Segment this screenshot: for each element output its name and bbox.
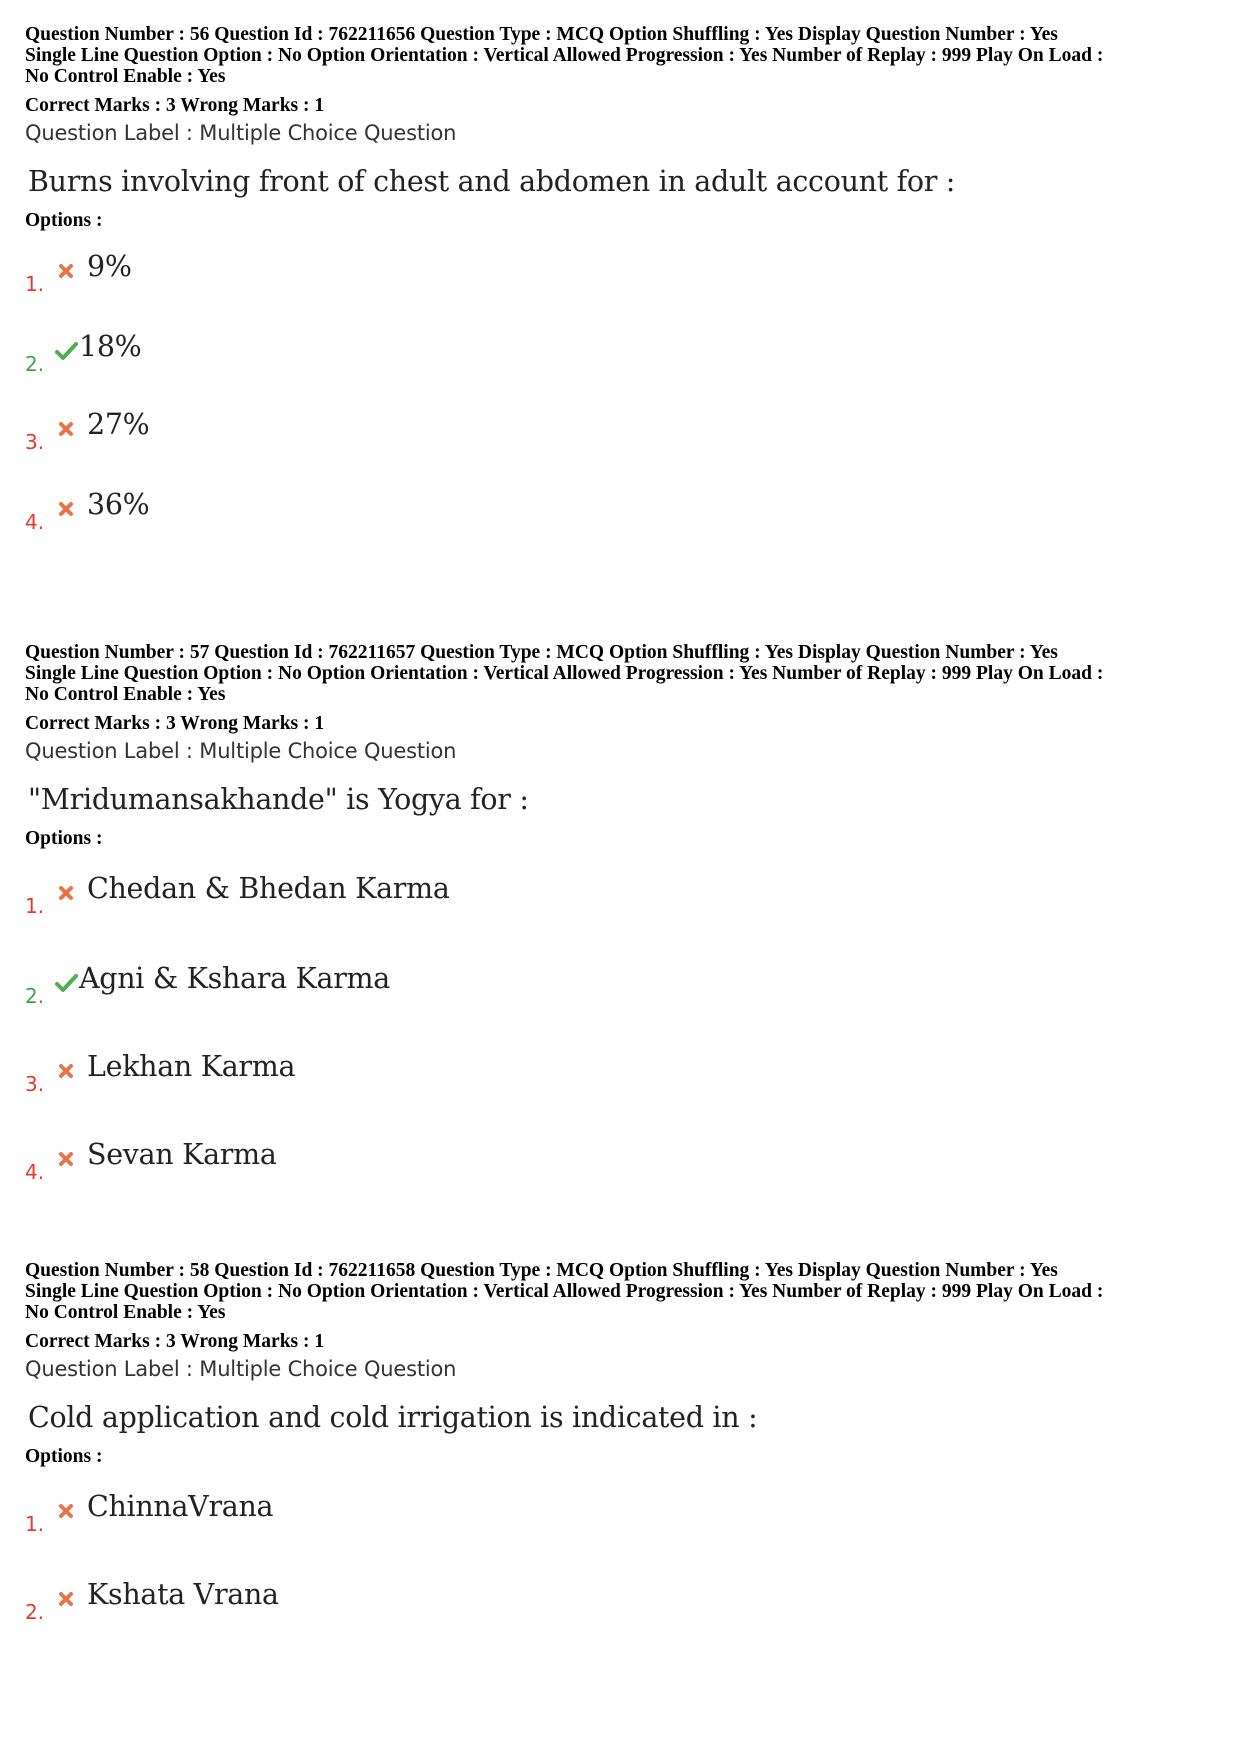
check-icon <box>53 338 79 364</box>
question-meta-line: Question Number : 58 Question Id : 762211658 Question Type : MCQ Option Shuffling : Yes Display Question Number : Yes <box>25 1260 1058 1281</box>
question-block-58 <box>25 1260 1225 1468</box>
option-text: 18% <box>79 330 142 363</box>
option-text: 9% <box>87 250 132 283</box>
option-text: Lekhan Karma <box>87 1050 296 1083</box>
options-label: Options : <box>25 210 103 231</box>
question-marks: Correct Marks : 3 Wrong Marks : 1 <box>25 95 325 116</box>
option-text: 36% <box>87 488 150 521</box>
cross-icon <box>53 1586 79 1612</box>
option-text: Kshata Vrana <box>87 1578 279 1611</box>
question-meta-line: Single Line Question Option : No Option Orientation : Vertical Allowed Progression : Yes Number of Replay : 999 Play On Load : <box>25 1281 1104 1302</box>
question-block-57 <box>25 642 1225 850</box>
question-meta-line: Single Line Question Option : No Option Orientation : Vertical Allowed Progression : Yes Number of Replay : 999 Play On Load : <box>25 663 1104 684</box>
option-text: Chedan & Bhedan Karma <box>87 872 450 905</box>
option-number: 4. <box>25 1160 45 1184</box>
question-marks: Correct Marks : 3 Wrong Marks : 1 <box>25 713 325 734</box>
cross-icon <box>53 1498 79 1524</box>
cross-icon <box>53 496 79 522</box>
cross-icon <box>53 880 79 906</box>
option-number: 4. <box>25 510 45 534</box>
check-icon <box>53 970 79 996</box>
option-text: 27% <box>87 408 150 441</box>
cross-icon <box>53 1146 79 1172</box>
option-number: 2. <box>25 352 45 376</box>
option-text: ChinnaVrana <box>87 1490 274 1523</box>
option-number: 2. <box>25 1600 45 1624</box>
question-label: Question Label : Multiple Choice Question <box>25 1357 457 1381</box>
question-text: Cold application and cold irrigation is indicated in : <box>28 1401 758 1434</box>
question-marks: Correct Marks : 3 Wrong Marks : 1 <box>25 1331 325 1352</box>
question-meta-line: Question Number : 56 Question Id : 762211656 Question Type : MCQ Option Shuffling : Yes Display Question Number : Yes <box>25 24 1058 45</box>
question-block-56 <box>25 24 1225 232</box>
options-label: Options : <box>25 1446 103 1467</box>
question-meta-line: Question Number : 57 Question Id : 762211657 Question Type : MCQ Option Shuffling : Yes Display Question Number : Yes <box>25 642 1058 663</box>
question-meta-line: No Control Enable : Yes <box>25 66 226 87</box>
option-number: 3. <box>25 430 45 454</box>
question-meta-line: Single Line Question Option : No Option Orientation : Vertical Allowed Progression : Yes Number of Replay : 999 Play On Load : <box>25 45 1104 66</box>
question-meta-line: No Control Enable : Yes <box>25 684 226 705</box>
question-text: "Mridumansakhande" is Yogya for : <box>28 783 529 816</box>
option-number: 2. <box>25 984 45 1008</box>
question-label: Question Label : Multiple Choice Question <box>25 739 457 763</box>
question-text: Burns involving front of chest and abdomen in adult account for : <box>28 165 956 198</box>
question-label: Question Label : Multiple Choice Question <box>25 121 457 145</box>
option-number: 1. <box>25 272 45 296</box>
cross-icon <box>53 416 79 442</box>
options-label: Options : <box>25 828 103 849</box>
option-number: 1. <box>25 1512 45 1536</box>
option-number: 3. <box>25 1072 45 1096</box>
question-meta-line: No Control Enable : Yes <box>25 1302 226 1323</box>
option-text: Sevan Karma <box>87 1138 277 1171</box>
cross-icon <box>53 1058 79 1084</box>
option-number: 1. <box>25 894 45 918</box>
cross-icon <box>53 258 79 284</box>
option-text: Agni & Kshara Karma <box>79 962 390 995</box>
